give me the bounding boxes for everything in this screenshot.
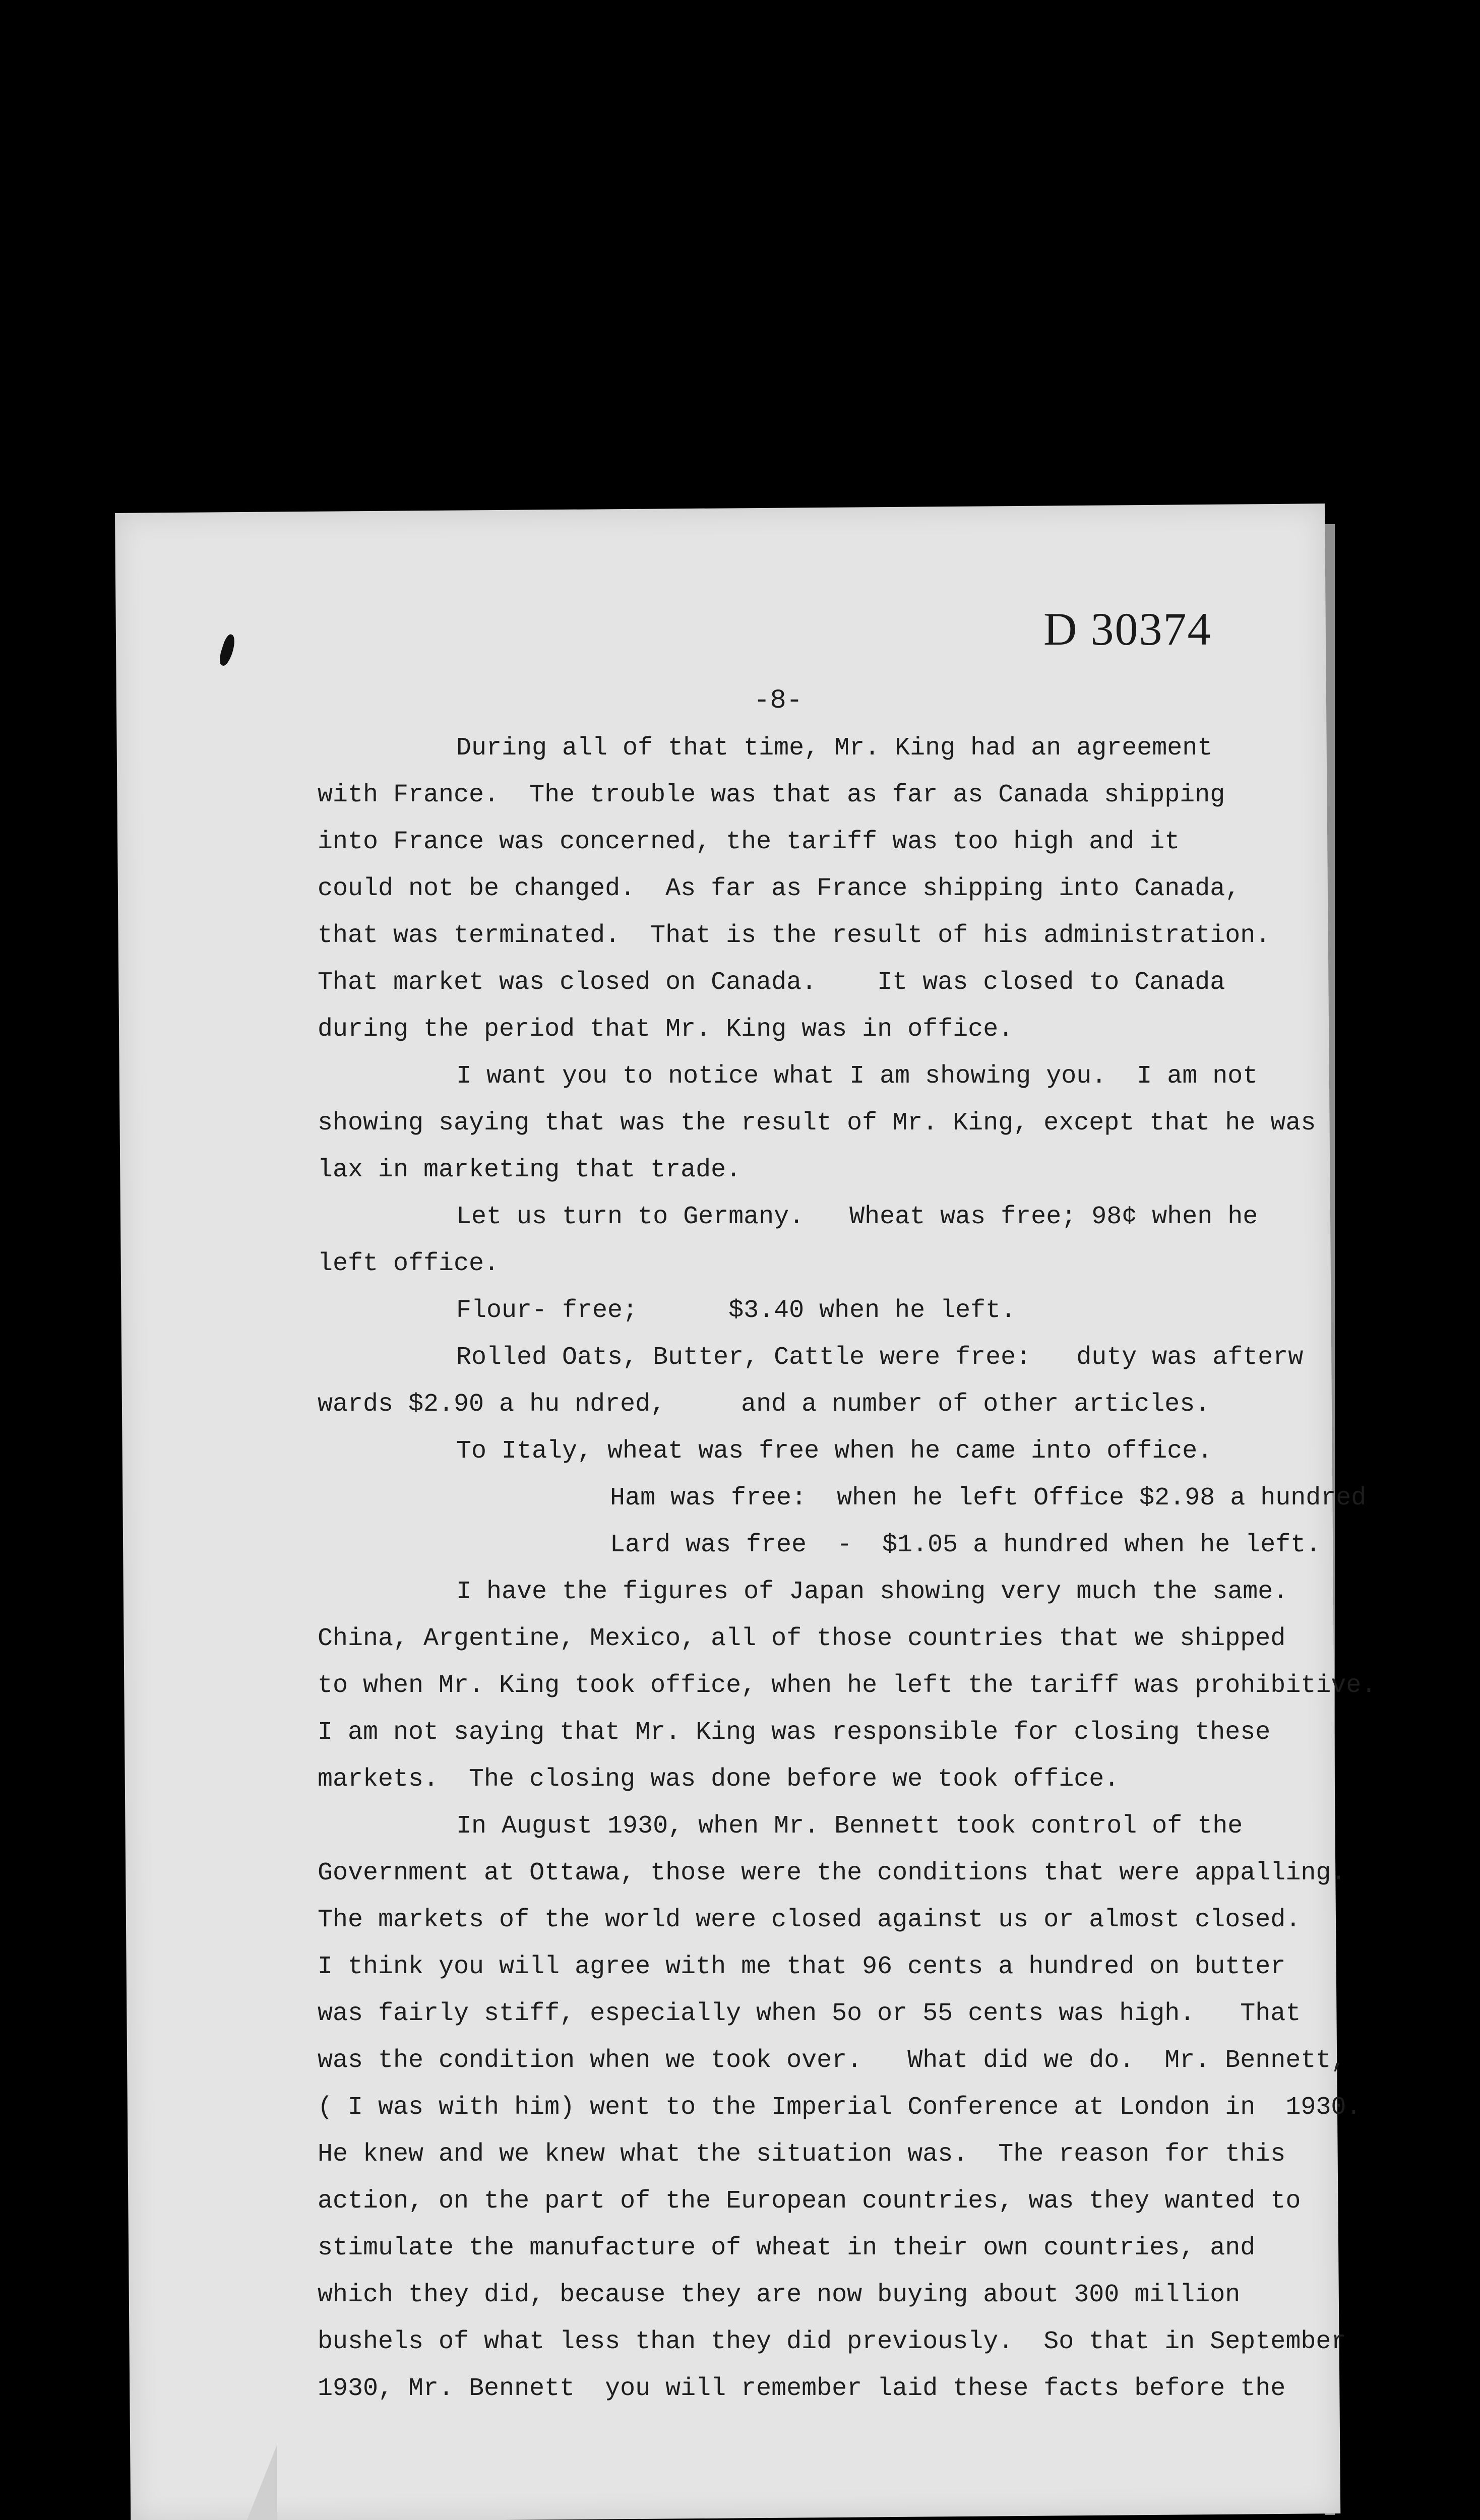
body-line: was fairly stiff, especially when 5o or 55 cents was high. That — [318, 1999, 1301, 2028]
body-line: 1930, Mr. Bennett you will remember laid these facts before the — [318, 2374, 1286, 2403]
body-line: which they did, because they are now buying about 300 million — [318, 2281, 1241, 2309]
body-line: Let us turn to Germany. Wheat was free; 98¢ when he — [456, 1203, 1258, 1231]
body-line: wards $2.90 a hu ndred, and a number of other articles. — [318, 1390, 1210, 1419]
body-line: During all of that time, Mr. King had an agreement — [456, 734, 1213, 763]
page-number: -8- — [754, 685, 803, 716]
body-line: In August 1930, when Mr. Bennett took control of the — [456, 1812, 1243, 1841]
body-line: He knew and we knew what the situation was. The reason for this — [318, 2140, 1286, 2169]
body-line: stimulate the manufacture of wheat in their own countries, and — [318, 2234, 1256, 2262]
document-id-stamp: D 30374 — [1043, 603, 1212, 655]
body-line: I am not saying that Mr. King was responsible for closing these — [318, 1718, 1271, 1747]
body-line: To Italy, wheat was free when he came into office. — [456, 1437, 1213, 1466]
body-line: bushels of what less than they did previously. So that in September — [318, 2327, 1346, 2356]
body-line: Lard was free - $1.05 a hundred when he left. — [610, 1531, 1321, 1559]
body-line: with France. The trouble was that as far as Canada shipping — [318, 781, 1225, 809]
body-line: I want you to notice what I am showing you. I am not — [456, 1062, 1258, 1091]
body-line: markets. The closing was done before we took office. — [318, 1765, 1120, 1794]
body-line: into France was concerned, the tariff was too high and it — [318, 828, 1180, 856]
body-line: showing saying that was the result of Mr. King, except that he was — [318, 1109, 1316, 1138]
body-line: The markets of the world were closed against us or almost closed. — [318, 1906, 1301, 1934]
body-line: ( I was with him) went to the Imperial Conference at London in 1930. — [318, 2093, 1362, 2122]
body-line: Ham was free: when he left Office $2.98 a hundred — [610, 1484, 1367, 1513]
body-line: Rolled Oats, Butter, Cattle were free: duty was afterw — [456, 1343, 1304, 1372]
body-line: that was terminated. That is the result of his administration. — [318, 921, 1271, 950]
body-line: That market was closed on Canada. It was closed to Canada — [318, 968, 1225, 997]
body-line: lax in marketing that trade. — [318, 1156, 742, 1184]
body-line: left office. — [318, 1249, 500, 1278]
body-line: I think you will agree with me that 96 cents a hundred on butter — [318, 1952, 1286, 1981]
body-line: during the period that Mr. King was in office. — [318, 1015, 1014, 1044]
body-line: Government at Ottawa, those were the conditions that were appalling. — [318, 1859, 1346, 1887]
body-line: Flour- free; $3.40 when he left. — [456, 1296, 1016, 1325]
body-line: China, Argentine, Mexico, all of those countries that we shipped — [318, 1624, 1286, 1653]
page-corner-curl — [247, 2444, 277, 2520]
body-line: I have the figures of Japan showing very much the same. — [456, 1578, 1288, 1606]
body-line: could not be changed. As far as France shipping into Canada, — [318, 874, 1241, 903]
body-line: action, on the part of the European countries, was they wanted to — [318, 2187, 1301, 2216]
body-line: was the condition when we took over. What did we do. Mr. Bennett, — [318, 2046, 1346, 2075]
body-line: to when Mr. King took office, when he left the tariff was prohibitive. — [318, 1671, 1377, 1700]
